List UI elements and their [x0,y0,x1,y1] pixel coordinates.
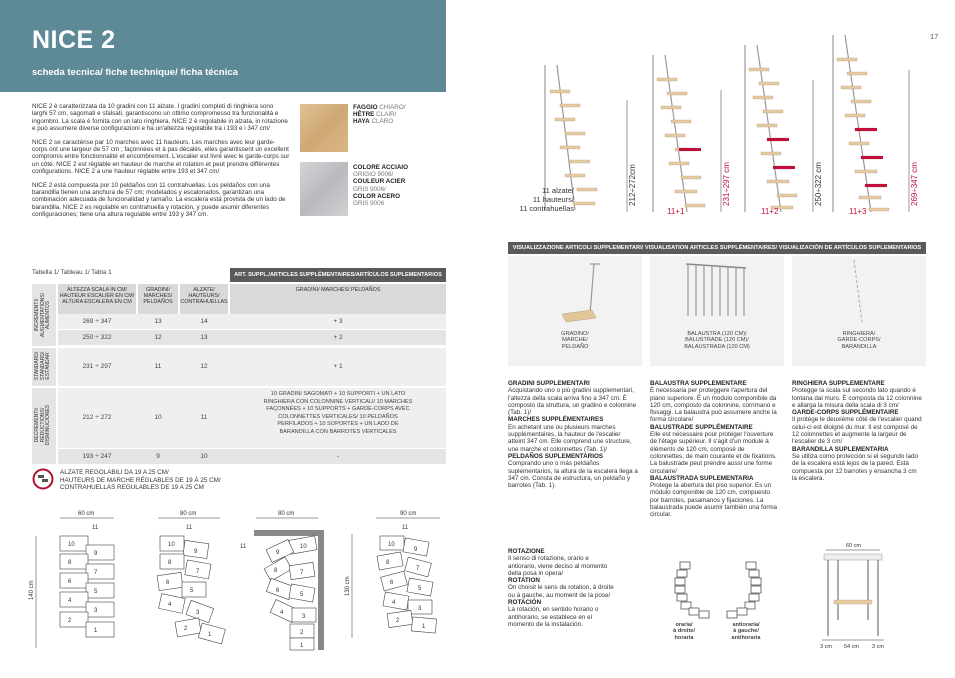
steel-swatch [300,162,348,216]
adjust-note: ALZATE REGOLABILI DA 19 A 25 CM/ HAUTEURS DE MARCHE RÉGLABLES DE 19 À 25 CM/ CONTRAHUELLAS REGULABLES DE 19 A 25 CM [60,469,221,492]
page-number: 17 [930,32,939,41]
plan2-step: 10 [168,542,175,548]
plan1-step: 6 [68,579,72,585]
row-supp: + 2 [333,334,343,341]
visual-bar: VISUALIZZAZIONE ARTICOLI SUPPLEMENTARI/ VISUALISATION ARTICLES SUPPLÉMENTAIRES/ VISUALIZACIÓN DE ARTÍCULOS SUPLEMENTARIOS [508,242,926,254]
plan4-step: 3 [418,606,422,612]
plan2-step: 3 [196,610,200,616]
plan2-step: 6 [166,580,170,586]
plan3-step: 7 [300,570,304,576]
plan2-step: 5 [190,588,194,594]
railing-dim-c: 3 cm [872,644,884,650]
rotation-ccw-label: antioraria/ à gauche/ antihoraria [731,622,761,641]
plan1-step: 1 [94,628,98,634]
plan2-step: 1 [208,632,212,638]
group-standard-label: STANDARD/ STANDARD/ ESTÁNDAR [34,351,52,381]
plan4-step: 6 [390,580,394,586]
plan1-step: 9 [94,551,98,557]
plan2-step: 8 [168,560,172,566]
plan3-step: 1 [300,643,304,649]
plan3-step: 10 [300,544,307,550]
plan3-step: 9 [276,550,280,556]
plan4-width: 90 cm [400,511,417,517]
plan3-width: 80 cm [278,511,295,517]
row-risers: 11 [200,414,208,421]
row-steps: 9 [156,453,160,460]
railing-dimension-diagram [808,540,898,655]
plan1-top: 11 [92,525,99,531]
visual-railing-label: RINGHIERA/ GARDE-CORPS/ BARANDILLA [837,331,881,350]
visual-step-label: GRADINO/ MARCHE/ PELDAÑO [561,331,589,350]
row-height: 269 ÷ 347 [82,318,112,325]
plan3-step: 8 [274,568,278,574]
plan4-step: 4 [392,600,396,606]
plan1-step: 4 [68,598,72,604]
supp-header: ART. SUPPL./ARTICLES SUPPLÉMENTAIRES/ARTÍCULOS SUPLEMENTARIOS [230,268,446,282]
railing-dim-b: 54 cm [844,644,859,650]
row-steps: 12 [154,334,162,341]
visual-balustrade-label: BALAUSTRA (120 CM)/ BALUSTRADE (120 CM)/ BALAUSTRADA (120 CM) [684,331,750,350]
balustrade-icon [650,256,784,326]
intro-it: NICE 2 è caratterizzata da 10 gradini con 11 alzate. I gradini completi di ringhiera sono larghi 57 cm, sagomati e sfalsati, garantiscono un ottimo compromesso tra funzionalità e ingombro. La scala è fornita con un lato ringhiera. NICE 2 è regolabile in alzata, in rotazione e può assumere diverse configurazioni e ha un'altezza regolabile tra i 193 e i 347 cm/ [32,103,288,133]
plan2-width: 80 cm [180,511,197,517]
plan1-width: 60 cm [78,511,95,517]
railing-dim-a: 3 cm [820,644,832,650]
row-risers: 13 [200,334,208,341]
plan4-step: 8 [386,560,390,566]
stair4-label: 11+3 [849,207,867,216]
page-subtitle: scheda tecnica/ fiche technique/ ficha técnica [32,67,238,78]
plan4-step: 9 [414,547,418,553]
col-height-header: ALTEZZA SCALA IN CM/ HAUTEUR ESCALIER EN CM/ ALTURA ESCALERA EN CM [58,284,136,314]
desc-balustrade: BALAUSTRA SUPPLEMENTARE È necessaria per proteggere l'apertura del piano superiore. È un modulo componibile da 120 cm, composto da colonnine, corrimano e fissaggi. La balaustra può assumere anche la forma circolare/ BALUSTRADE SUPPLÉMENTAIRE Elle est nécessaire pour protéger l'ouverture de l'étage supérieur. Il s'agit d'un module à éléments de 120 cm, composé de colonnettes, de main courante et de fixations. La balustrade peut prendre aussi une forme circulaire/ BALAUSTRADA SUPLEMENTARIA Protege la abertura del piso superior. Es un módulo componible de 120 cm, compuesto por barrotes, pasamanos y fijaciones. La balaustrada puede asumir también una forma circular. [650,380,778,519]
row-supp: 10 GRADINI SAGOMATI + 10 SUPPORTI + UN LATO RINGHIERA CON COLONNINE VERTICALI/ 10 MARCHES FAÇONNÉES + 10 SUPPORTS + GARDE-CORPS AVEC COLONNETTES VERTICALES/ 10 PELDAÑOS PERFILADOS + 10 SOPORTES + UN LADO DE BARANDILLA CON BARROTES VERTICALES [263,391,413,435]
visual-balustrade-box [650,256,784,366]
intro-fr: NICE 2 se caractérise par 10 marches avec 11 hauteurs. Les marches avec leur garde-corps ont une largeur de 57 cm ; façonnées et à pas décalés, elles garantissent un excellent compromis entre fonctionnalité et encombrement. L'escalier est livré avec le garde-corps sur un côté. NICE 2 est réglable en hauteur de marche et rotation et peut prendre différentes configurations. NICE 2 a une hauteur réglable entre 193 et 347 cm/ [32,138,290,176]
plan2-step: 4 [168,602,172,608]
plan2-step: 2 [184,626,188,632]
plan4-top: 11 [402,525,409,531]
row-risers: 10 [200,453,208,460]
stair1-height: 212÷272cm [628,164,637,206]
desc-steps: GRADINI SUPPLEMENTARI Acquistando uno o più gradini supplementari, l'altezza della scala arriva fino a 347 cm. È composto da struttura, un gradino e colonnine (Tab. 1)/ MARCHES SUPPLÉMENTAIRES En achetant une ou plusieurs marches supplémentaires, la hauteur de l'escalier atteint 347 cm. Elle comprend une structure, une marche et colonnettes (Tab. 1)/ PELDAÑOS SUPLEMENTARIOS Comprando uno o más peldaños suplementarios, la altura de la escalera llega a 347 cm. Consta de estructura, un peldaño y barrotes (Tab. 1). [508,380,638,490]
plan2-step: 9 [194,549,198,555]
plan1-step: 3 [94,608,98,614]
stair3-label: 11+2 [761,207,779,216]
table-caption: Tabella 1/ Tableau 1/ Tabla 1 [32,269,112,276]
stair3-height: 250÷322 cm [814,162,823,206]
row-supp: + 1 [333,363,343,370]
plan3-step: 2 [300,630,304,636]
plan3-top: 11 [240,544,247,550]
plan3-step: 6 [276,588,280,594]
plan1-step: 7 [94,570,98,576]
col-steps-header: GRADINI/ MARCHES/ PELDAÑOS [138,284,178,314]
plan2-top: 11 [186,525,193,531]
row-height: 231 ÷ 297 [82,363,112,370]
plan3-step: 5 [300,592,304,598]
plan4-step: 7 [416,566,420,572]
row-risers: 12 [200,363,208,370]
row-height: 250 ÷ 322 [82,334,112,341]
row-height: 212 ÷ 272 [82,414,112,421]
page-title: NICE 2 [32,26,116,54]
plan4-step: 1 [422,624,426,630]
plan1-step: 8 [68,560,72,566]
intro-es: NICE 2 está compuesta por 10 peldaños con 11 contrahuellas. Los peldaños con una barandilla tienen una anchura de 57 cm; modelados y escalonados, garantizan una combinación adecuada de funcionalidad y tamaño. La escalera está provista de un lado de barandilla. NICE 2 es regulable en contrahuella y rotación, y puede asumir diferentes configuraciones; tiene una altura regulable entre 193 y 347 cm. [32,181,286,219]
plan1-step: 5 [94,589,98,595]
rotation-cw-label: oraria/ à droite/ horaria [673,622,695,641]
adjust-icon [32,468,54,490]
floor-plans [28,508,448,656]
group-decrement-label: DECREMENTI/ RÉDUCTIONS/ DISMINUCIONES [34,404,52,446]
plan3-step: 4 [280,610,284,616]
plan4-side: 130 cm [345,576,351,596]
col-risers-header: ALZATE/ HAUTEURS/ CONTRAHUELLAS [180,284,228,314]
rotation-text: ROTAZIONE Il senso di rotazione, orario e antiorario, viene deciso al momento della posa in opera/ ROTATION On choisit le sens de rotation, à droite ou à gauche, au moment de la pose/ ROTACIÓN La rotación, en sentido horario o antihorario, se establece en el momento de la instalación. [508,548,614,628]
row-steps: 10 [154,414,162,421]
plan4-step: 2 [396,618,400,624]
plan3-step: 3 [302,614,306,620]
plan1-step: 10 [68,542,75,548]
beech-label: FAGGIO CHIARO/ HÊTRE CLAIR/ HAYA CLARO [353,104,406,126]
row-steps: 13 [154,318,162,325]
steel-label: COLORE ACCIAIO GRIGIO 9006/ COULEUR ACIER GRIS 9006/ COLOR ACERO GRIS 9006 [353,164,409,208]
desc-railing: RINGHIERA SUPPLEMENTARE Protegge la scala sul secondo lato quando è lontana dal muro. È composta da 12 colonnine e allarga la misura della scala di 3 cm/ GARDE-CORPS SUPPLÉMENTAIRE Il protège le deuxième côté de l'escalier quand celui-ci est éloigné du mur. Il est composé de 12 colonnettes et augmente la largeur de l'escalier de 3 cm/ BARANDILLA SUPLEMENTARIA Se utiliza como protección si el segundo lado de la escalera está lejos de la pared. Está compuesta por 12 barrotes y ensancha 3 cm la escalera. [792,380,922,482]
visual-step-box [508,256,642,366]
row-supp: - [336,453,340,460]
beech-swatch [300,104,348,152]
stair2-height: 231÷297 cm [722,162,731,206]
row-risers: 14 [200,318,208,325]
railing-top-dim: 60 cm [846,543,861,549]
col-supp-header: GRADINI/ MARCHES/ PELDAÑOS [230,284,446,314]
plan1-step: 2 [68,618,72,624]
row-supp: + 3 [333,318,343,325]
rotation-diagrams [660,556,786,622]
intro-text [32,103,290,225]
plan2-step: 7 [196,569,200,575]
plan1-side: 140 cm [29,580,35,600]
header-band [0,0,446,92]
railing-icon [792,256,926,326]
visual-railing-box [792,256,926,366]
plan4-step: 5 [418,586,422,592]
group-increment-label: INCREMENTI/ AUGMENTATIONS/ AUMENTOS [34,292,52,338]
stair2-label: 11+1 [667,207,685,216]
row-height: 193 ÷ 247 [82,453,112,460]
plan4-step: 10 [388,542,395,548]
row-steps: 11 [154,363,162,370]
step-icon [508,256,642,326]
stair4-height: 269÷347 cm [910,162,919,206]
stair1-label: 11 alzate/ 11 hauteurs/ 11 contrahuellas [519,186,574,213]
